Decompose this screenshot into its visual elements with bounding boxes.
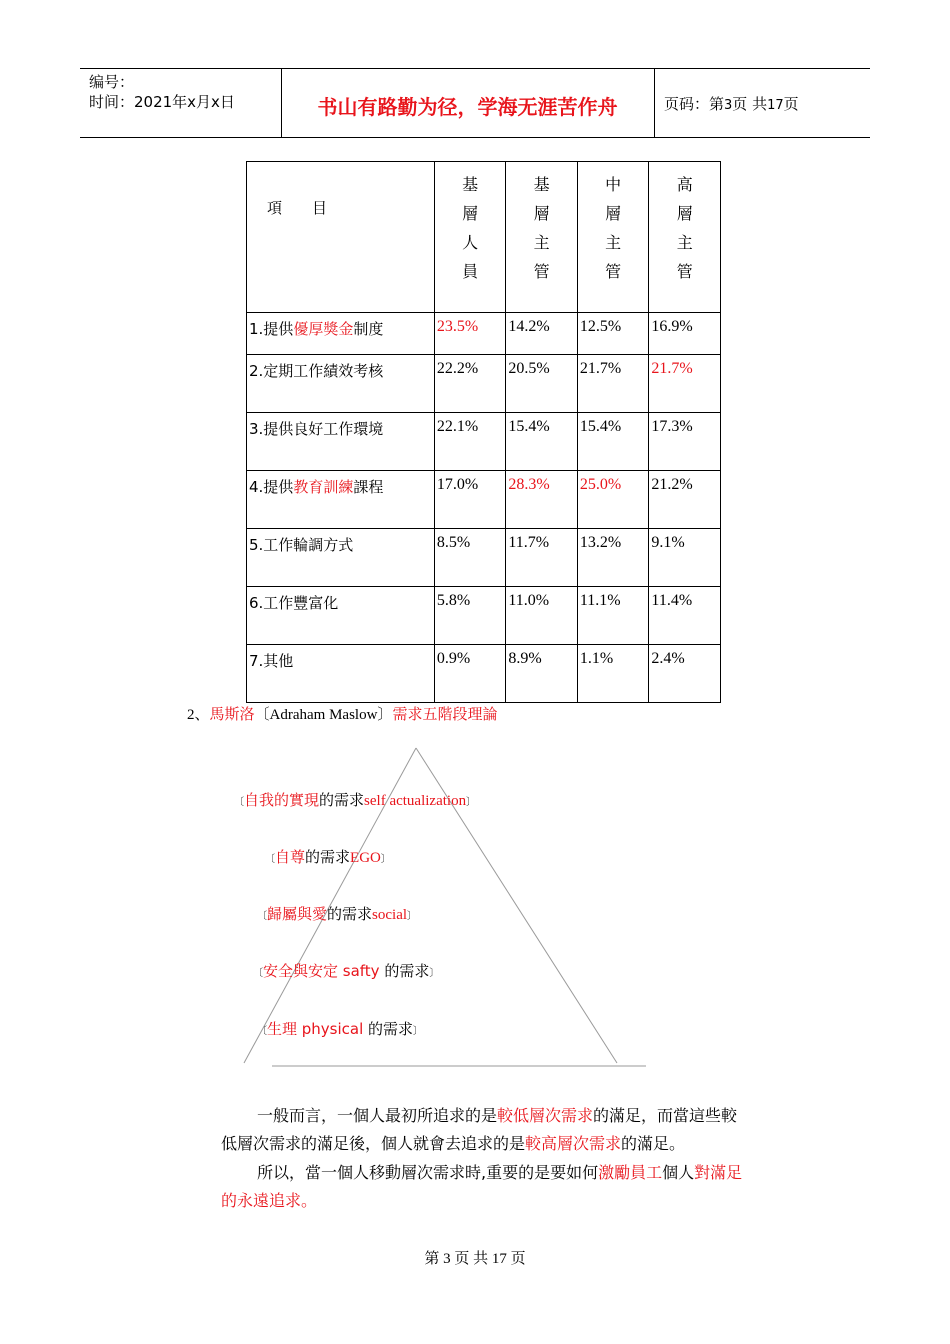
- page-footer: 第 3 页 共 17 页: [424, 1251, 526, 1267]
- level-red-text: 生理 physical: [267, 1020, 364, 1038]
- level-black-suffix: 的需求: [379, 962, 430, 980]
- pyramid-level: [257, 1018, 423, 1039]
- item-text: 6.工作豐富化: [249, 594, 339, 612]
- header-char: 主: [533, 233, 550, 252]
- level-close-bracket: 〕: [466, 797, 477, 808]
- table-cell-value: 11.0%: [506, 587, 578, 645]
- table-cell-value: 15.4%: [506, 413, 578, 471]
- level-black-text: 的需求: [305, 848, 351, 866]
- level-red-text: 歸屬與愛: [267, 905, 328, 923]
- header-motto: 书山有路勤为径，学海无涯苦作舟: [317, 95, 618, 119]
- pyramid-level: [265, 846, 391, 867]
- page-middle: 页 共: [732, 95, 768, 113]
- section-english: 〔Adraham Maslow〕: [254, 707, 393, 723]
- pyramid-level: [234, 789, 476, 810]
- table-cell-value: 5.8%: [434, 587, 506, 645]
- page-suffix: 页: [783, 95, 799, 113]
- header-char: 管: [533, 262, 550, 281]
- level-red-text: 安全與安定 safty: [263, 962, 380, 980]
- level-close-bracket: 〕: [429, 968, 440, 979]
- document-time: 时间：2021年x月x日: [89, 93, 235, 111]
- level-red-english: EGO: [350, 850, 381, 866]
- page-prefix: 页码：第: [664, 95, 725, 113]
- table-cell-value: 22.1%: [434, 413, 506, 471]
- paragraph-motivation: [221, 1159, 751, 1215]
- table-cell-value: 14.2%: [506, 313, 578, 355]
- level-black-text: 的需求: [319, 791, 365, 809]
- item-highlight: 教育訓練: [293, 478, 354, 496]
- table-cell-value: 9.1%: [649, 529, 721, 587]
- item-text: 4.提供: [249, 478, 294, 496]
- table-cell-value: 8.9%: [506, 645, 578, 703]
- header-char: 主: [605, 233, 622, 252]
- para1-text-c: 的滿足，而當這些較低層次需求的滿足後，個人就會去追求的是: [221, 1106, 738, 1153]
- item-highlight: 優厚獎金: [293, 320, 354, 338]
- level-open-bracket: 〔: [265, 854, 275, 865]
- header-char: 層: [676, 204, 693, 223]
- header-char: 人: [462, 233, 479, 252]
- table-cell-value: 23.5%: [434, 313, 506, 355]
- level-black-suffix: 的需求: [363, 1020, 414, 1038]
- header-char: 基: [533, 175, 550, 194]
- table-cell-value: 22.2%: [434, 355, 506, 413]
- level-open-bracket: 〔: [257, 911, 267, 922]
- table-cell-value: 11.7%: [506, 529, 578, 587]
- table-cell-value: 12.5%: [577, 313, 649, 355]
- table-cell-value: 13.2%: [577, 529, 649, 587]
- document-number-label: 编号：: [89, 73, 135, 91]
- section-number: 2、: [187, 707, 210, 723]
- table-cell-value: 17.3%: [649, 413, 721, 471]
- table-cell-value: 15.4%: [577, 413, 649, 471]
- level-red-english: social: [372, 907, 408, 923]
- table-header-item: 項 目: [247, 162, 435, 313]
- item-text: 2.定期工作績效考核: [249, 362, 384, 380]
- level-open-bracket: 〔: [257, 1026, 267, 1037]
- header-char: 層: [462, 204, 479, 223]
- para1-highlight-low: 較低層次需求: [497, 1106, 594, 1125]
- para2-highlight-motivate: 激勵員工: [598, 1163, 663, 1182]
- section-theory: 需求五階段理論: [392, 705, 498, 723]
- table-cell-value: 21.7%: [649, 355, 721, 413]
- item-text: 3.提供良好工作環境: [249, 420, 384, 438]
- level-red-text: 自尊: [275, 848, 306, 866]
- page-total: 17: [767, 98, 784, 113]
- table-cell-value: 11.1%: [577, 587, 649, 645]
- para1-highlight-high: 較高層次需求: [525, 1134, 622, 1153]
- header-char: 管: [676, 262, 693, 281]
- table-cell-value: 28.3%: [506, 471, 578, 529]
- table-cell-value: 16.9%: [649, 313, 721, 355]
- header-char: 主: [676, 233, 693, 252]
- para2-text-c: 個人: [662, 1163, 695, 1182]
- table-cell-value: 25.0%: [577, 471, 649, 529]
- para2-text-a: 所以，當一個人移動層次需求時,重要的是要如何: [257, 1163, 599, 1182]
- header-char: 中: [605, 175, 622, 194]
- header-char: 管: [605, 262, 622, 281]
- level-red-text: 自我的實現: [244, 791, 320, 809]
- table-cell-value: 20.5%: [506, 355, 578, 413]
- header-char: 基: [462, 175, 479, 194]
- item-suffix: 制度: [353, 320, 384, 338]
- paragraph-needs: [221, 1102, 751, 1158]
- header-char: 高: [676, 175, 693, 194]
- header-char: 層: [533, 204, 550, 223]
- item-text: 5.工作輪調方式: [249, 536, 354, 554]
- para1-text-e: 的滿足。: [621, 1134, 686, 1153]
- pyramid-level: [257, 903, 417, 924]
- item-text: 1.提供: [249, 320, 294, 338]
- table-cell-value: 17.0%: [434, 471, 506, 529]
- level-close-bracket: 〕: [407, 911, 418, 922]
- table-cell-value: 21.7%: [577, 355, 649, 413]
- table-cell-value: 8.5%: [434, 529, 506, 587]
- table-cell-value: 1.1%: [577, 645, 649, 703]
- header-char: 層: [605, 204, 622, 223]
- table-cell-value: 0.9%: [434, 645, 506, 703]
- level-open-bracket: 〔: [234, 797, 244, 808]
- level-close-bracket: 〕: [380, 854, 391, 865]
- pyramid-level: [253, 960, 439, 981]
- table-cell-value: 2.4%: [649, 645, 721, 703]
- table-cell-value: 11.4%: [649, 587, 721, 645]
- level-close-bracket: 〕: [413, 1026, 424, 1037]
- level-red-english: self actualization: [364, 793, 467, 809]
- section-name: 馬斯洛: [209, 705, 255, 723]
- item-suffix: 課程: [353, 478, 384, 496]
- item-text: 7.其他: [249, 652, 294, 670]
- level-open-bracket: 〔: [253, 968, 263, 979]
- para2-highlight-pursuit: 對滿足的永遠追求。: [221, 1163, 743, 1210]
- table-cell-value: 21.2%: [649, 471, 721, 529]
- page-current: 3: [724, 98, 733, 113]
- header-char: 員: [462, 262, 479, 281]
- level-black-text: 的需求: [327, 905, 373, 923]
- para1-text-a: 一般而言，一個人最初所追求的是: [257, 1106, 498, 1125]
